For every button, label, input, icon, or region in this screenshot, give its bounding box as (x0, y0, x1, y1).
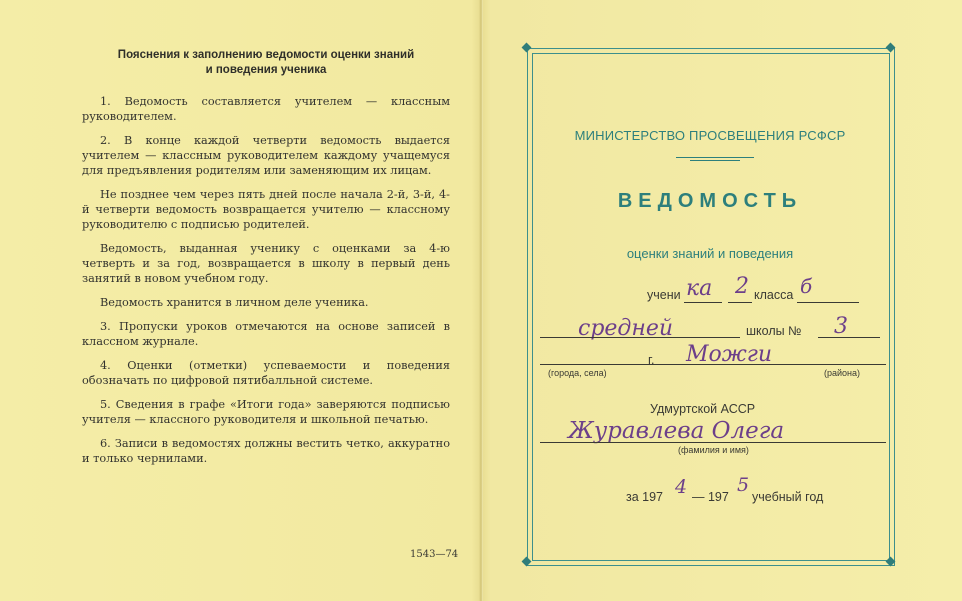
fill-line (797, 302, 859, 303)
district-caption: (района) (824, 368, 861, 378)
city-handwritten: Можги (686, 342, 773, 367)
fill-line (728, 302, 752, 303)
document-subtitle: оценки знаний и поведения (626, 246, 794, 261)
instruction-paragraph: 6. Записи в ведомостях должны вестить четко, аккуратно и только чернилами. (82, 437, 450, 465)
instruction-paragraph: Ведомость, выданная ученику с оценками за 4-ю четверть и за год, возвращается в школу в первый день занятий в новом учебном году. (82, 242, 450, 285)
instruction-paragraph: 1. Ведомость составляется учителем — классным руководителем. (82, 95, 450, 123)
print-number: 1543—74 (410, 549, 459, 560)
instructions-title-line2: и поведения ученика (205, 64, 327, 76)
divider-rule (690, 160, 740, 161)
fill-line (818, 337, 880, 338)
student-ending-handwritten: ка (686, 276, 713, 301)
year-dash: — 197 (692, 490, 729, 504)
document-title: ВЕДОМОСТЬ (617, 190, 803, 212)
instructions-title (82, 48, 450, 78)
fill-line (684, 302, 722, 303)
instruction-paragraph: 4. Оценки (отметки) успеваемости и поведения обозначать по цифровой пятибалльной системе. (82, 359, 450, 387)
grade-handwritten: 2 (735, 274, 749, 299)
instructions-title-line1: Пояснения к заполнению ведомости оценки знаний (117, 49, 415, 61)
instruction-paragraph: Ведомость хранится в личном деле ученика. (100, 296, 369, 309)
fill-line (540, 442, 886, 443)
instruction-paragraph: 3. Пропуски уроков отмечаются на основе записей в классном журнале. (82, 320, 450, 348)
school-label: школы № (746, 324, 802, 338)
student-name-handwritten: Журавлева Олега (568, 418, 785, 444)
year-start-handwritten: 4 (675, 476, 688, 498)
class-label: класса (754, 288, 794, 302)
ministry-heading: МИНИСТЕРСТВО ПРОСВЕЩЕНИЯ РСФСР (574, 128, 846, 143)
instructions-page (82, 48, 450, 475)
republic-label: Удмуртской АССР (650, 402, 756, 416)
year-prefix: за 197 (626, 490, 664, 504)
instruction-paragraph: 2. В конце каждой четверти ведомость выдается учителем — классным руководителем каждому учащемуся для предъявления родителям или заменяющим их лицам. (82, 134, 450, 177)
fill-line (540, 337, 740, 338)
year-suffix: учебный год (752, 490, 824, 504)
name-caption: (фамилия и имя) (678, 445, 749, 455)
fill-line (540, 364, 886, 365)
instruction-paragraph: 5. Сведения в графе «Итоги года» заверяются подписью учителя — классного руководителя и школьной печатью. (82, 398, 450, 426)
city-prefix: г. (648, 353, 655, 367)
divider-rule (676, 157, 754, 158)
year-end-handwritten: 5 (737, 474, 750, 496)
student-label: учени (647, 288, 681, 302)
instruction-paragraph: Не позднее чем через пять дней после начала 2-й, 3-й, 4-й четверти ведомость возвращается учителю — классному руководителю с подписью родителей. (82, 188, 450, 231)
city-caption: (города, села) (548, 368, 607, 378)
school-number-handwritten: 3 (834, 314, 848, 339)
page-fold (479, 0, 483, 601)
school-type-handwritten: средней (578, 316, 674, 341)
class-letter-handwritten: б (800, 274, 813, 298)
